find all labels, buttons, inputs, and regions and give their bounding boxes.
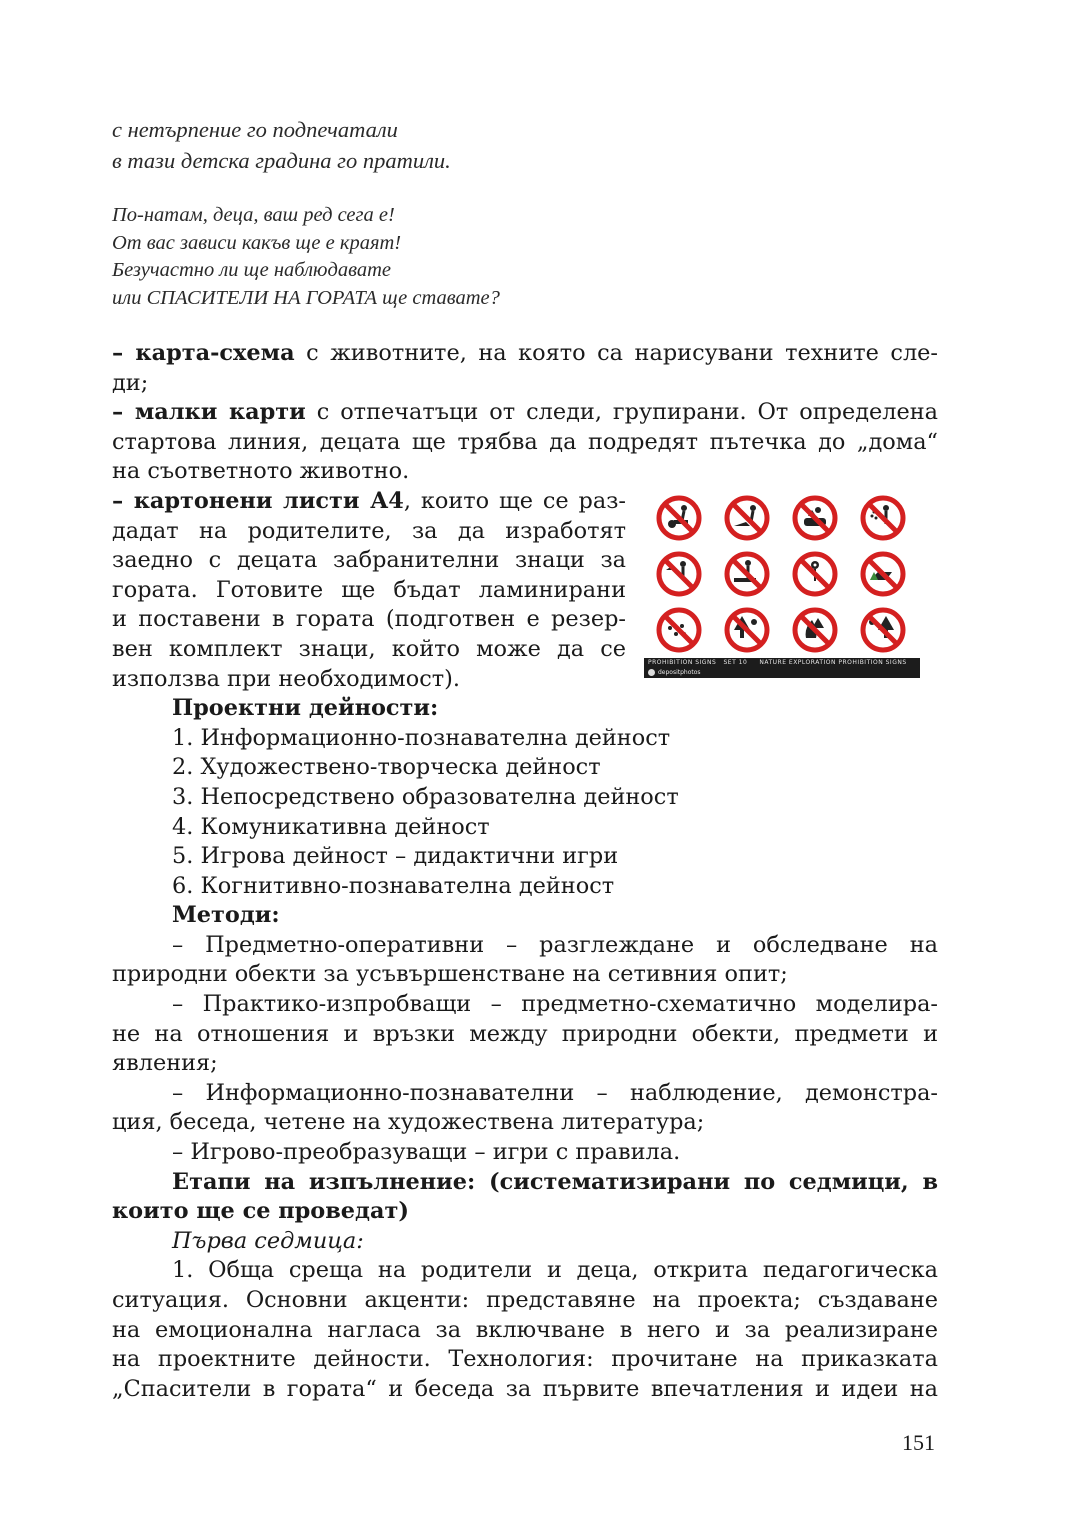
term-bold: – карта-схема (112, 340, 295, 366)
text-span: с отпечатъци от следи, групирани. От определена (305, 399, 938, 426)
image-caption-strip (644, 658, 920, 678)
no-digging-icon (720, 550, 774, 598)
text-line: ция, беседа, четене на художествена литература; (112, 1109, 705, 1136)
term-bold: – малки карти (112, 399, 306, 426)
text-line: стартова линия, децата ще трябва да подредят пътечка до „дома“ (112, 428, 938, 455)
signs-grid (652, 494, 914, 654)
activity-item: 5. Игрова дейност – дидактични игри (172, 843, 619, 870)
heading-bold: Проектни дейности: (172, 695, 439, 722)
week-label (112, 1227, 938, 1257)
caption-left: PROHIBITION SIGNS (648, 659, 717, 666)
no-pollution-icon (652, 550, 706, 598)
no-mowing-icon (652, 494, 706, 542)
heading-bold: Етапи на изпълнение: (систематизирани по седмици, в (172, 1168, 938, 1195)
text-line: – Информационно-познавателни – наблюдение, демонстра- (172, 1079, 938, 1106)
heading-bold: Методи: (172, 902, 280, 929)
methods-heading (112, 901, 938, 931)
text-line: на емоционална нагласа за включване в него и за реализиране (112, 1316, 938, 1343)
no-trampling-icon (720, 494, 774, 542)
text-line: дадат на родителите, за да изработят (112, 517, 626, 544)
poem-stanza-2 (112, 202, 500, 312)
poem-line: Безучастно ли ще наблюдавате (112, 259, 392, 281)
activity-item: 2. Художествено-творческа дейност (172, 754, 601, 781)
text-line: ди; (112, 369, 149, 396)
text-line: явления; (112, 1050, 218, 1077)
page-number: 151 (902, 1430, 935, 1455)
caption-set: SET 10 (723, 659, 748, 666)
activities-heading (112, 694, 938, 724)
poem-line: От вас зависи какъв ще е краят! (112, 231, 402, 254)
no-littering-icon (652, 606, 706, 654)
text-line (112, 339, 938, 369)
no-tree-cutting-icon (720, 606, 774, 654)
text-line: – Предметно-оперативни – разглеждане и обследване на (172, 931, 938, 958)
prohibition-signs-image (644, 492, 920, 684)
text-span: с животните, на която са нарисувани техните сле- (294, 340, 938, 366)
poem-line: в тази детска градина го пратили. (112, 148, 451, 173)
text-span: , които ще се раз- (403, 487, 626, 514)
caption-right: NATURE EXPLORATION PROHIBITION SIGNS (759, 659, 907, 666)
italic-label: Първа седмица: (172, 1227, 364, 1254)
text-line: използва при необходимост). (112, 665, 460, 692)
activity-item: 3. Непосредствено образователна дейност (172, 783, 679, 810)
text-line: не на отношения и връзки между природни обекти, предмети и (112, 1020, 938, 1047)
poem-line: или СПАСИТЕЛИ НА ГОРАТА ще ставате? (112, 286, 500, 309)
text-line: заедно с децата забранителни знаци за (112, 547, 626, 574)
text-line (112, 487, 626, 517)
stages-heading (112, 1197, 938, 1227)
no-fire-icon (788, 606, 842, 654)
term-bold: – картонени листи А4 (112, 487, 404, 514)
text-line: ситуация. Основни акценти: представяне на проекта; създаване (112, 1287, 938, 1313)
stages-heading (112, 1168, 938, 1198)
no-spraying-icon (856, 494, 910, 542)
text-line: „Спасители в гората“ и беседа за първите впечатления и идеи на (112, 1375, 938, 1402)
activity-item: 4. Комуникативна дейност (172, 813, 490, 840)
no-lighting-fire-icon (856, 606, 910, 654)
activity-item: 1. Информационно-познавателна дейност (172, 724, 671, 751)
text-line: – Практико-изпробващи – предметно-схематично моделира- (172, 991, 938, 1018)
text-line: на проектните дейности. Технология: прочитане на приказката (112, 1346, 938, 1373)
text-line: – Игрово-преобразуващи – игри с правила. (172, 1139, 681, 1166)
text-line: и поставени в гората (подготвен е резер- (112, 606, 626, 633)
poem-stanza-1 (112, 114, 451, 176)
no-firewood-icon (788, 494, 842, 542)
brand-name: depositphotos (658, 669, 701, 676)
poem-line: По-натам, деца, ваш ред сега е! (112, 204, 395, 226)
text-line: 1. Обща среща на родители и деца, открита педагогическа (172, 1257, 938, 1284)
no-stepping-on-plants-icon (856, 550, 910, 598)
text-line: на съответното животно. (112, 458, 410, 485)
text-line (112, 398, 938, 428)
heading-bold: които ще се проведат) (112, 1198, 409, 1225)
activity-item: 6. Когнитивно-познавателна дейност (172, 872, 615, 899)
text-line: гората. Готовите ще бъдат ламинирани (112, 576, 626, 603)
brand-logo-icon (648, 669, 655, 676)
poem-line: с нетърпение го подпечатали (112, 117, 398, 142)
no-flower-picking-icon (788, 550, 842, 598)
text-line: вен комплект знаци, който може да се (112, 635, 626, 662)
text-line: природни обекти за усъвършенстване на сетивния опит; (112, 961, 788, 988)
